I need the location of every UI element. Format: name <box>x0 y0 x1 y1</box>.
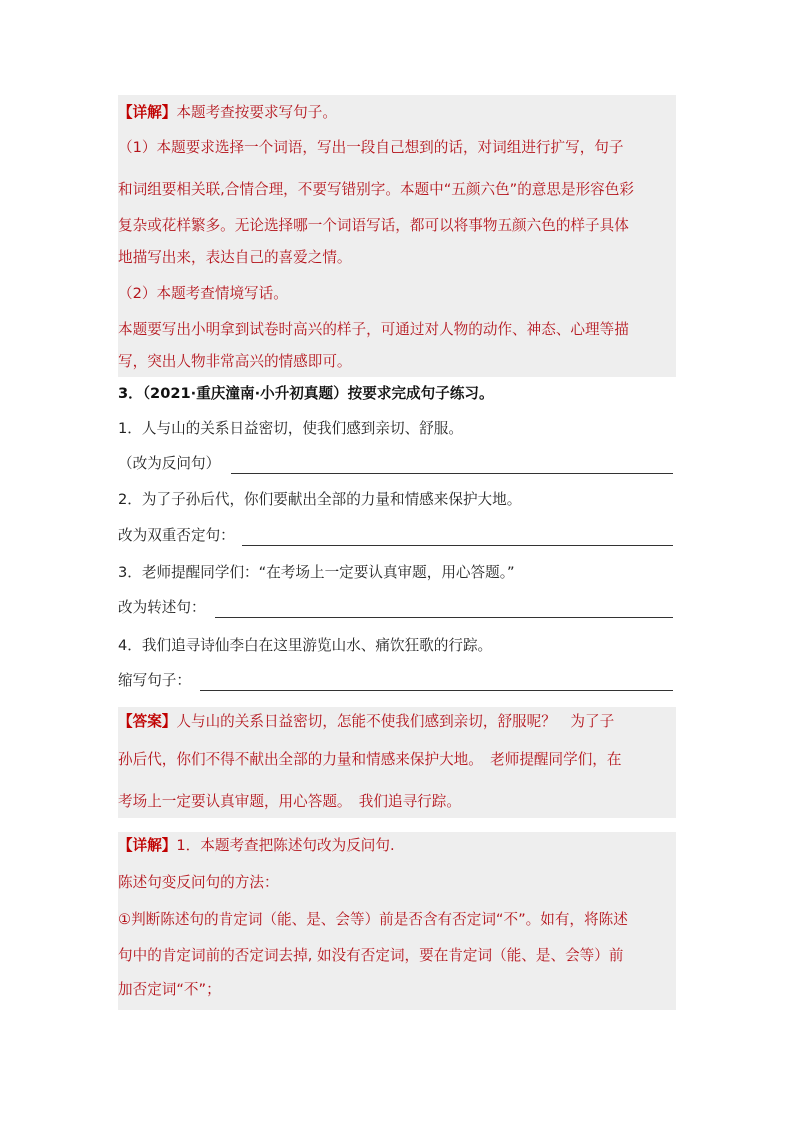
answer-line2: 孙后代，你们不得不献出全部的力量和情感来保护大地。 老师提醒同学们，在 <box>118 751 622 768</box>
answer-line1: 【答案】人与山的关系日益密切，怎能不使我们感到亲切，舒服呢？ 为了子 <box>118 713 615 730</box>
explanation-p3-line2: 写，突出人物非常高兴的情感即可。 <box>118 353 352 370</box>
explanation2-line1: 【详解】1．本题考查把陈述句改为反问句. <box>118 837 395 854</box>
explanation-p1-line2: 和词组要相关联,合情合理，不要写错别字。本题中“五颜六色”的意思是形容色彩 <box>118 181 634 198</box>
explanation-p1-line3: 复杂或花样繁多。无论选择哪一个词语写话，都可以将事物五颜六色的样子具体 <box>118 217 629 234</box>
question-item-2: 2．为了子孙后代，你们要献出全部的力量和情感来保护大地。 <box>118 491 522 508</box>
explanation-p1-line1: （1）本题要求选择一个词语，写出一段自己想到的话，对词组进行扩写，句子 <box>118 139 624 156</box>
explanation-p3-line1: 本题要写出小明拿到试卷时高兴的样子，可通过对人物的动作、神态、心理等描 <box>118 321 629 338</box>
prompt-label-2: 改为双重否定句： <box>118 527 235 544</box>
question-heading: 3．（2021·重庆潼南·小升初真题）按要求完成句子练习。 <box>118 385 494 402</box>
answer-blank-4[interactable] <box>200 690 673 691</box>
explanation-intro: 【详解】本题考查按要求写句子。 <box>118 104 337 121</box>
question-item-1: 1．人与山的关系日益密切，使我们感到亲切、舒服。 <box>118 420 463 437</box>
explanation2-line5: 加否定词“不”； <box>118 981 221 998</box>
explanation2-line2: 陈述句变反问句的方法： <box>118 874 279 891</box>
answer-row-2 <box>118 526 676 548</box>
answer-row-3 <box>118 598 676 620</box>
answer-blank-3[interactable] <box>215 617 673 618</box>
prompt-label-3: 改为转述句： <box>118 599 206 616</box>
prompt-label-4: 缩写句子： <box>118 672 191 689</box>
answer-row-1 <box>118 454 676 476</box>
answer-blank-1[interactable] <box>231 473 673 474</box>
answer-line3: 考场上一定要认真审题，用心答题。 我们追寻行踪。 <box>118 793 461 810</box>
explanation2-line4: 句中的肯定词前的否定词去掉, 如没有否定词，要在肯定词（能、是、会等）前 <box>118 947 624 964</box>
question-item-3: 3．老师提醒同学们：“在考场上一定要认真审题，用心答题。” <box>118 564 515 581</box>
prompt-label-1: （改为反问句） <box>118 455 221 472</box>
question-item-4: 4．我们追寻诗仙李白在这里游览山水、痛饮狂歌的行踪。 <box>118 637 493 654</box>
explanation-p1-line4: 地描写出来，表达自己的喜爱之情。 <box>118 249 352 266</box>
explanation-p2: （2）本题考查情境写话。 <box>118 285 288 302</box>
answer-row-4 <box>118 671 676 693</box>
answer-blank-2[interactable] <box>242 545 673 546</box>
explanation2-line3: ①判断陈述句的肯定词（能、是、会等）前是否含有否定词“不”。如有，将陈述 <box>118 911 628 928</box>
